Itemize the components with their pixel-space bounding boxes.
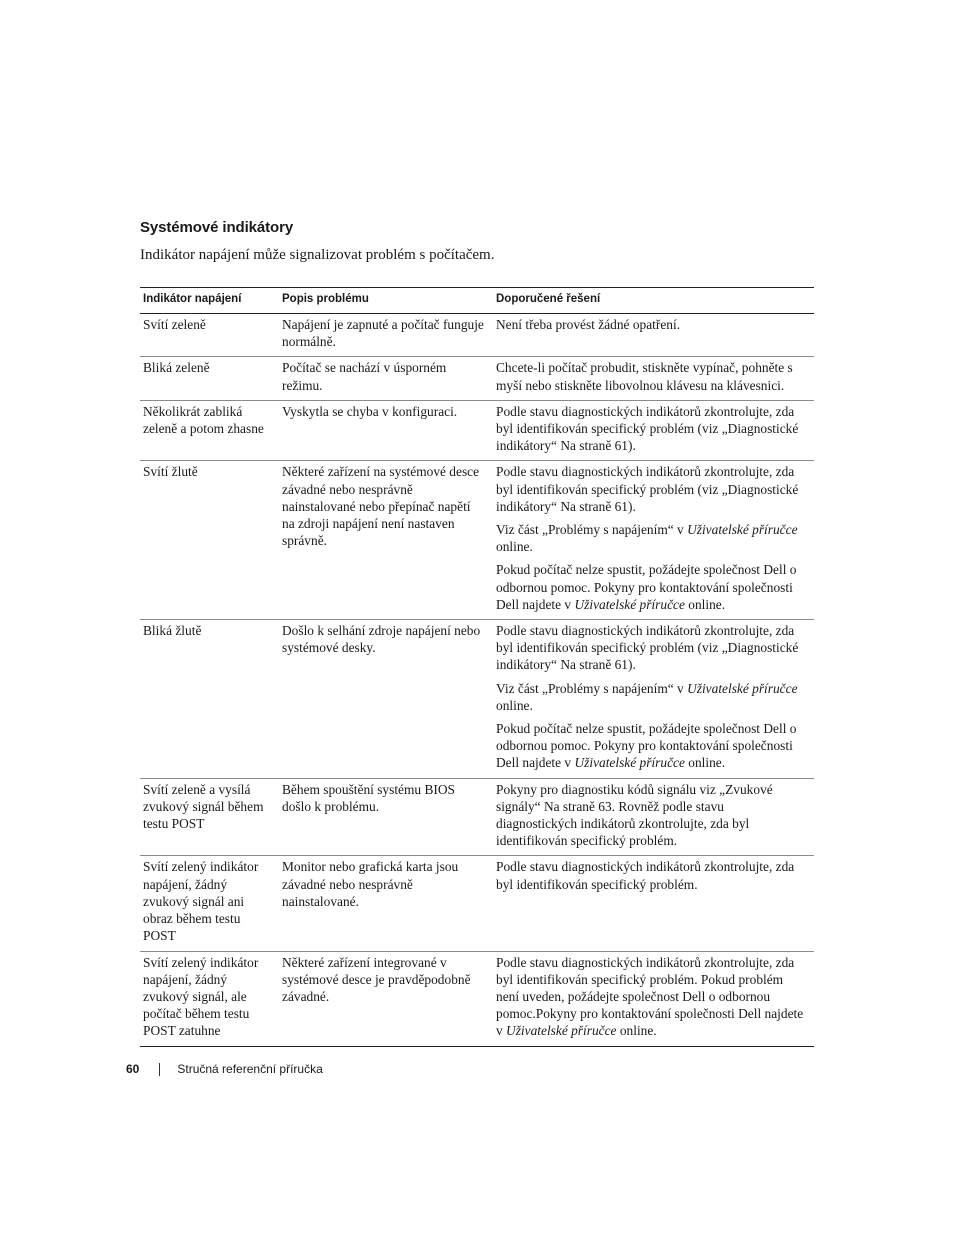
section-heading: Systémové indikátory <box>140 219 294 236</box>
solution-cell <box>493 951 814 1046</box>
solution-text-tail: online. <box>684 596 726 612</box>
problem-cell: Některé zařízení integrované v systémové desce je pravděpodobně závadné. <box>279 951 493 1046</box>
manual-reference: Uživatelské příručce <box>574 755 685 771</box>
manual-reference: Uživatelské příručce <box>506 1023 617 1039</box>
solution-paragraph <box>496 622 806 674</box>
table-row <box>140 461 814 620</box>
solution-text-tail: online. <box>496 539 533 555</box>
solution-paragraph <box>496 781 806 850</box>
solution-paragraph <box>496 561 806 613</box>
solution-text: Viz část „Problémy s napájením“ v <box>496 522 688 538</box>
solution-paragraph <box>496 720 806 772</box>
indicator-cell: Svítí zelený indikátor napájení, žádný zvukový signál ani obraz během testu POST <box>140 856 279 951</box>
problem-cell: Napájení je zapnuté a počítač funguje normálně. <box>279 314 493 357</box>
problem-cell: Některé zařízení na systémové desce závadné nebo nesprávně nainstalované nebo přepínač napětí na zdroji napájení není nastaven správně. <box>279 461 493 620</box>
solution-paragraph <box>496 858 806 892</box>
solution-cell <box>493 778 814 856</box>
solution-paragraph <box>496 521 806 555</box>
solution-paragraph <box>496 359 806 393</box>
table-row <box>140 856 814 951</box>
solution-paragraph <box>496 316 806 333</box>
solution-paragraph <box>496 954 806 1040</box>
solution-text: Viz část „Problémy s napájením“ v <box>496 680 688 696</box>
intro-paragraph: Indikátor napájení může signalizovat problém s počítačem. <box>140 247 495 263</box>
solution-text-tail: online. <box>684 755 726 771</box>
table-row <box>140 951 814 1046</box>
footer-divider <box>159 1063 160 1076</box>
indicator-table <box>140 287 814 1047</box>
header-problem: Popis problému <box>279 288 493 314</box>
table-row <box>140 357 814 400</box>
problem-cell: Došlo k selhání zdroje napájení nebo systémové desky. <box>279 620 493 779</box>
table-row <box>140 778 814 856</box>
solution-paragraph <box>496 463 806 515</box>
manual-reference: Uživatelské příručce <box>687 680 798 696</box>
solution-text: Pokud počítač nelze spustit, požádejte společnost Dell o odbornou pomoc. Pokyny pro kontaktování společnosti Dell najdete v <box>496 721 797 771</box>
indicator-cell: Svítí zelený indikátor napájení, žádný zvukový signál, ale počítač během testu POST zatuhne <box>140 951 279 1046</box>
table-row <box>140 314 814 357</box>
solution-cell <box>493 314 814 357</box>
table-row <box>140 400 814 461</box>
solution-text: Pokud počítač nelze spustit, požádejte společnost Dell o odbornou pomoc. Pokyny pro kontaktování společnosti Dell najdete v <box>496 562 797 612</box>
problem-cell: Počítač se nachází v úsporném režimu. <box>279 357 493 400</box>
indicator-cell: Svítí žlutě <box>140 461 279 620</box>
solution-cell <box>493 461 814 620</box>
solution-text: Podle stavu diagnostických indikátorů zkontrolujte, zda byl identifikován specifický problém (viz „Diagnostické indikátory“ Na straně 61). <box>496 623 799 673</box>
table-row <box>140 620 814 779</box>
table-header-row <box>140 288 814 314</box>
solution-cell <box>493 620 814 779</box>
page-footer <box>126 1062 323 1076</box>
header-indicator: Indikátor napájení <box>140 288 279 314</box>
solution-cell <box>493 856 814 951</box>
solution-text: Podle stavu diagnostických indikátorů zkontrolujte, zda byl identifikován specifický problém. Pokud problém není uveden, požádejte společnost Dell o odbornou pomoc.Pokyny pro kontaktování společnosti Dell najdete v <box>496 954 804 1039</box>
problem-cell: Vyskytla se chyba v konfiguraci. <box>279 400 493 461</box>
solution-cell <box>493 400 814 461</box>
solution-text: Podle stavu diagnostických indikátorů zkontrolujte, zda byl identifikován specifický problém. <box>496 859 795 892</box>
problem-cell: Během spouštění systému BIOS došlo k problému. <box>279 778 493 856</box>
solution-text: Není třeba provést žádné opatření. <box>496 317 681 332</box>
manual-reference: Uživatelské příručce <box>687 522 798 538</box>
problem-cell: Monitor nebo grafická karta jsou závadné nebo nesprávně nainstalované. <box>279 856 493 951</box>
solution-text: Chcete-li počítač probudit, stiskněte vypínač, pohněte s myší nebo stiskněte libovolnou klávesu na klávesnici. <box>496 360 793 393</box>
solution-text: Pokyny pro diagnostiku kódů signálu viz „Zvukové signály“ Na straně 63. Rovněž podle stavu diagnostických indikátorů zkontrolujte, zda byl identifikován specifický problém. <box>496 781 773 849</box>
manual-reference: Uživatelské příručce <box>574 596 685 612</box>
solution-paragraph <box>496 680 806 714</box>
solution-paragraph <box>496 403 806 455</box>
solution-text-tail: online. <box>616 1023 657 1039</box>
indicator-cell: Bliká zeleně <box>140 357 279 400</box>
indicator-cell: Svítí zeleně a vysílá zvukový signál během testu POST <box>140 778 279 856</box>
page-number: 60 <box>126 1062 140 1076</box>
header-solution: Doporučené řešení <box>493 288 814 314</box>
indicator-cell: Svítí zeleně <box>140 314 279 357</box>
solution-text: Podle stavu diagnostických indikátorů zkontrolujte, zda byl identifikován specifický problém (viz „Diagnostické indikátory“ Na straně 61). <box>496 403 799 454</box>
indicator-cell: Bliká žlutě <box>140 620 279 779</box>
indicator-cell: Několikrát zabliká zeleně a potom zhasne <box>140 400 279 461</box>
solution-cell <box>493 357 814 400</box>
solution-text-tail: online. <box>496 697 533 713</box>
footer-title: Stručná referenční příručka <box>177 1062 323 1076</box>
solution-text: Podle stavu diagnostických indikátorů zkontrolujte, zda byl identifikován specifický problém (viz „Diagnostické indikátory“ Na straně 61). <box>496 464 799 514</box>
